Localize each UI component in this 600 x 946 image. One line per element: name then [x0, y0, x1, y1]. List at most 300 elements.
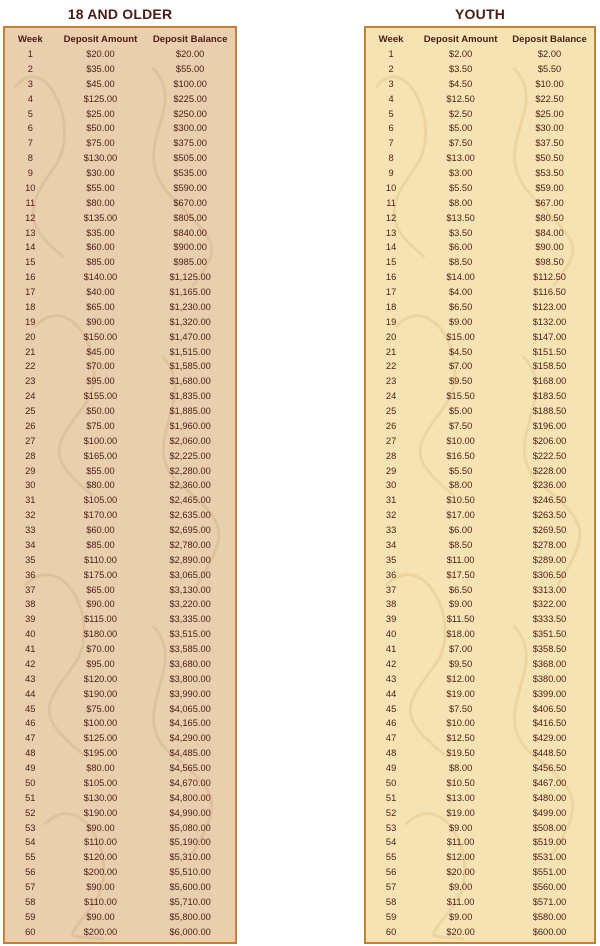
table-row [366, 464, 594, 479]
column-header-deposit-balance: Deposit Balance [512, 34, 587, 45]
table-row [5, 315, 235, 330]
table-row [366, 359, 594, 374]
cell-deposit-amount: $70.00 [86, 644, 115, 654]
cell-deposit-balance: $900.00 [173, 242, 207, 253]
cell-deposit-balance: $1,585.00 [169, 361, 211, 372]
cell-deposit-balance: $59.00 [535, 182, 564, 193]
cell-deposit-balance: $351.50 [532, 629, 567, 640]
table-row [5, 925, 235, 940]
table-row [366, 404, 594, 419]
table-row [366, 776, 594, 791]
cell-deposit-balance: $399.00 [532, 688, 567, 699]
cell-deposit-amount: $19.00 [446, 688, 475, 699]
cell-deposit-balance: $322.00 [532, 599, 567, 610]
table-row [5, 300, 235, 315]
table-row [366, 315, 594, 330]
table-row [366, 121, 594, 136]
cell-deposit-balance: $100.00 [173, 78, 207, 89]
table-row [5, 880, 235, 895]
table-row [366, 716, 594, 731]
cell-week: 52 [25, 807, 36, 818]
cell-week: 56 [385, 867, 397, 878]
cell-deposit-balance: $670.00 [173, 197, 207, 208]
cell-deposit-balance: $805.00 [173, 212, 207, 223]
cell-week: 42 [25, 658, 36, 669]
table-row [366, 657, 594, 672]
cell-week: 38 [25, 599, 36, 610]
cell-deposit-balance: $1,885.00 [169, 406, 211, 416]
cell-deposit-balance: $90.00 [535, 242, 564, 253]
cell-deposit-amount: $65.00 [86, 584, 115, 595]
cell-deposit-amount: $120.00 [83, 673, 118, 684]
cell-week: 59 [385, 911, 397, 922]
table-row [366, 835, 594, 850]
table-row [5, 761, 235, 776]
cell-deposit-balance: $4,990.00 [169, 807, 211, 818]
adult-table-body [5, 47, 235, 940]
cell-deposit-amount: $3.00 [448, 168, 473, 178]
cell-deposit-balance: $3,065.00 [169, 569, 211, 580]
table-row [5, 211, 235, 226]
cell-deposit-amount: $75.00 [86, 138, 115, 149]
cell-week: 25 [385, 406, 397, 416]
cell-deposit-balance: $2,635.00 [169, 510, 211, 521]
cell-deposit-balance: $480.00 [532, 792, 567, 803]
cell-deposit-balance: $2,890.00 [169, 554, 211, 565]
table-row [5, 345, 235, 360]
cell-deposit-amount: $9.00 [448, 911, 473, 922]
table-row [5, 493, 235, 508]
cell-week: 4 [388, 93, 394, 104]
cell-deposit-amount: $130.00 [83, 153, 118, 164]
cell-deposit-amount: $125.00 [83, 733, 118, 744]
table-row [5, 791, 235, 806]
table-row [5, 404, 235, 419]
cell-deposit-amount: $12.00 [446, 852, 475, 863]
table-row [366, 910, 594, 925]
cell-deposit-amount: $80.00 [86, 197, 115, 208]
cell-week: 11 [386, 197, 396, 208]
table-row [366, 597, 594, 612]
cell-deposit-balance: $183.50 [532, 391, 567, 402]
cell-deposit-amount: $12.00 [446, 673, 475, 684]
table-row [5, 583, 235, 598]
cell-deposit-balance: $236.00 [532, 480, 567, 491]
cell-week: 25 [25, 406, 36, 416]
cell-deposit-balance: $1,470.00 [169, 331, 211, 342]
cell-week: 44 [25, 688, 36, 699]
cell-deposit-balance: $188.50 [532, 406, 567, 416]
cell-week: 19 [25, 316, 36, 327]
table-row [366, 300, 594, 315]
cell-week: 36 [25, 569, 36, 580]
cell-deposit-balance: $600.00 [532, 926, 567, 937]
cell-deposit-balance: $2,225.00 [169, 450, 211, 461]
cell-deposit-amount: $90.00 [86, 316, 115, 327]
cell-deposit-amount: $15.50 [446, 391, 475, 402]
table-row [5, 121, 235, 136]
cell-deposit-balance: $1,125.00 [169, 272, 211, 283]
table-row [366, 47, 594, 62]
cell-deposit-amount: $10.50 [446, 777, 475, 788]
cell-week: 40 [385, 629, 397, 640]
cell-deposit-amount: $85.00 [86, 257, 115, 268]
cell-deposit-balance: $571.00 [532, 896, 567, 907]
cell-deposit-amount: $45.00 [86, 346, 115, 357]
cell-deposit-amount: $100.00 [83, 718, 118, 729]
cell-deposit-amount: $8.50 [448, 257, 473, 268]
cell-deposit-balance: $5,800.00 [169, 911, 211, 922]
cell-week: 17 [385, 287, 397, 297]
table-row [366, 508, 594, 523]
table-row [5, 776, 235, 791]
cell-week: 51 [25, 792, 36, 803]
cell-deposit-amount: $195.00 [83, 748, 118, 759]
table-row [366, 642, 594, 657]
cell-deposit-balance: $98.50 [535, 257, 564, 268]
cell-deposit-amount: $5.50 [448, 182, 473, 193]
cell-deposit-amount: $125.00 [83, 93, 118, 104]
cell-week: 29 [385, 465, 397, 476]
cell-week: 2 [388, 63, 394, 74]
cell-deposit-balance: $53.50 [535, 168, 564, 178]
cell-deposit-amount: $120.00 [83, 852, 118, 863]
cell-deposit-balance: $80.50 [535, 212, 564, 223]
table-row [366, 107, 594, 122]
cell-deposit-amount: $25.00 [86, 108, 115, 119]
cell-deposit-balance: $30.00 [535, 123, 564, 134]
table-row [366, 791, 594, 806]
cell-deposit-balance: $3,515.00 [169, 629, 211, 640]
cell-deposit-balance: $278.00 [532, 539, 567, 550]
column-header-week: Week [17, 34, 43, 45]
cell-deposit-balance: $158.50 [532, 361, 567, 372]
cell-deposit-amount: $8.00 [448, 480, 473, 491]
table-row [366, 806, 594, 821]
table-header-row [366, 33, 594, 47]
cell-deposit-amount: $90.00 [86, 911, 115, 922]
cell-week: 40 [25, 629, 36, 640]
table-row [5, 731, 235, 746]
cell-deposit-amount: $115.00 [83, 614, 117, 625]
adult-deposit-table [5, 33, 235, 940]
table-row [5, 196, 235, 211]
youth-table-body [366, 47, 594, 940]
cell-deposit-balance: $1,165.00 [169, 287, 211, 297]
cell-deposit-amount: $12.50 [446, 733, 475, 744]
table-row [5, 47, 235, 62]
cell-week: 3 [388, 78, 394, 89]
table-row [366, 925, 594, 940]
cell-deposit-balance: $4,800.00 [169, 792, 211, 803]
table-row [5, 270, 235, 285]
cell-deposit-amount: $75.00 [86, 420, 115, 431]
table-row [366, 181, 594, 196]
cell-deposit-amount: $10.00 [446, 435, 475, 446]
cell-deposit-amount: $80.00 [86, 763, 115, 773]
cell-deposit-amount: $9.00 [448, 882, 473, 892]
cell-deposit-amount: $6.50 [448, 584, 473, 595]
cell-week: 31 [25, 495, 36, 506]
cell-deposit-amount: $10.00 [446, 718, 475, 729]
cell-deposit-balance: $289.00 [532, 554, 567, 565]
table-row [366, 419, 594, 434]
cell-deposit-balance: $2,280.00 [169, 465, 211, 476]
cell-deposit-amount: $155.00 [83, 391, 118, 402]
cell-week: 7 [27, 138, 33, 149]
cell-deposit-amount: $4.50 [448, 346, 473, 357]
cell-deposit-balance: $4,165.00 [169, 718, 211, 729]
cell-deposit-amount: $60.00 [86, 525, 115, 535]
cell-deposit-balance: $1,230.00 [169, 301, 211, 312]
cell-deposit-amount: $4.00 [448, 287, 473, 297]
cell-week: 46 [25, 718, 36, 729]
column-header-deposit-balance: Deposit Balance [152, 34, 228, 45]
cell-week: 41 [385, 644, 397, 654]
cell-deposit-balance: $2,360.00 [169, 480, 211, 491]
table-row [366, 731, 594, 746]
cell-deposit-amount: $75.00 [86, 703, 115, 714]
table-row [5, 806, 235, 821]
table-row [366, 211, 594, 226]
cell-deposit-balance: $375.00 [173, 138, 207, 149]
cell-deposit-balance: $263.50 [532, 510, 567, 521]
cell-week: 9 [27, 168, 33, 178]
cell-deposit-amount: $40.00 [86, 287, 115, 297]
table-row [5, 687, 235, 702]
cell-week: 2 [27, 63, 33, 74]
cell-deposit-balance: $313.00 [532, 584, 567, 595]
table-row [366, 523, 594, 538]
table-row [366, 270, 594, 285]
cell-deposit-balance: $590.00 [173, 182, 207, 193]
cell-deposit-balance: $20.00 [175, 49, 205, 59]
table-row [366, 493, 594, 508]
cell-deposit-balance: $2.00 [537, 49, 562, 59]
cell-deposit-amount: $55.00 [86, 182, 115, 193]
table-row [5, 627, 235, 642]
cell-deposit-balance: $4,670.00 [169, 777, 211, 788]
cell-week: 7 [388, 138, 394, 149]
cell-week: 19 [385, 316, 397, 327]
cell-week: 42 [385, 658, 397, 669]
table-row [5, 835, 235, 850]
table-row [366, 880, 594, 895]
table-row [5, 136, 235, 151]
cell-deposit-balance: $22.50 [535, 93, 564, 104]
cell-deposit-amount: $17.00 [446, 510, 475, 521]
cell-deposit-balance: $306.50 [532, 569, 567, 580]
youth-table-panel [364, 26, 596, 944]
table-row [5, 240, 235, 255]
cell-deposit-amount: $4.50 [448, 78, 473, 89]
cell-deposit-amount: $16.50 [446, 450, 475, 461]
cell-deposit-balance: $116.50 [533, 287, 566, 297]
cell-week: 5 [27, 108, 33, 119]
cell-deposit-amount: $85.00 [86, 539, 115, 550]
cell-deposit-balance: $50.50 [535, 153, 564, 164]
table-row [5, 702, 235, 717]
cell-deposit-balance: $67.00 [535, 197, 564, 208]
cell-deposit-amount: $8.00 [448, 197, 473, 208]
cell-week: 48 [385, 748, 397, 759]
table-row [366, 568, 594, 583]
cell-deposit-amount: $190.00 [83, 688, 118, 699]
table-row [5, 672, 235, 687]
cell-deposit-amount: $7.50 [448, 420, 473, 431]
table-row [5, 865, 235, 880]
cell-deposit-amount: $2.00 [448, 49, 473, 59]
table-row [366, 92, 594, 107]
cell-deposit-amount: $13.00 [446, 792, 475, 803]
cell-week: 56 [25, 867, 36, 878]
table-row [366, 687, 594, 702]
cell-deposit-balance: $84.00 [535, 227, 564, 238]
cell-week: 27 [385, 435, 397, 446]
cell-week: 14 [385, 242, 397, 253]
table-row [366, 612, 594, 627]
cell-deposit-amount: $110.00 [83, 554, 117, 565]
cell-week: 37 [25, 584, 36, 595]
cell-deposit-amount: $11.00 [446, 554, 475, 565]
table-row [5, 478, 235, 493]
cell-deposit-amount: $20.00 [86, 49, 115, 59]
cell-deposit-balance: $3,990.00 [169, 688, 211, 699]
table-row [5, 464, 235, 479]
cell-week: 28 [385, 450, 397, 461]
cell-deposit-balance: $147.00 [532, 331, 567, 342]
cell-deposit-balance: $5.50 [537, 63, 562, 74]
cell-week: 32 [25, 510, 36, 521]
cell-week: 30 [385, 480, 397, 491]
adult-table-panel [3, 26, 237, 944]
cell-week: 6 [27, 123, 33, 134]
cell-week: 27 [25, 435, 36, 446]
cell-week: 15 [385, 257, 397, 268]
cell-deposit-balance: $37.50 [535, 138, 564, 149]
cell-deposit-amount: $19.50 [446, 748, 475, 759]
cell-deposit-balance: $429.00 [532, 733, 567, 744]
cell-deposit-amount: $55.00 [86, 465, 115, 476]
cell-deposit-balance: $206.00 [532, 435, 567, 446]
cell-deposit-balance: $3,800.00 [169, 673, 211, 684]
table-row [5, 374, 235, 389]
cell-deposit-balance: $560.00 [532, 882, 567, 892]
cell-week: 33 [385, 525, 397, 535]
table-row [366, 136, 594, 151]
cell-deposit-balance: $416.50 [532, 718, 567, 729]
cell-deposit-balance: $55.00 [175, 63, 205, 74]
table-row [5, 821, 235, 836]
cell-week: 38 [385, 599, 397, 610]
cell-deposit-amount: $135.00 [83, 212, 118, 223]
cell-deposit-amount: $100.00 [83, 435, 118, 446]
cell-deposit-amount: $7.50 [448, 138, 473, 149]
cell-week: 18 [25, 301, 36, 312]
cell-deposit-amount: $110.00 [83, 896, 117, 907]
cell-week: 54 [25, 837, 36, 848]
cell-week: 30 [25, 480, 36, 491]
cell-week: 34 [385, 539, 397, 550]
cell-deposit-balance: $25.00 [535, 108, 564, 119]
cell-week: 46 [385, 718, 397, 729]
cell-deposit-balance: $5,080.00 [169, 822, 211, 833]
cell-deposit-balance: $531.00 [532, 852, 567, 863]
cell-week: 49 [25, 763, 36, 773]
cell-deposit-amount: $7.50 [448, 703, 473, 714]
cell-deposit-balance: $2,695.00 [169, 525, 211, 535]
cell-deposit-balance: $1,680.00 [169, 376, 211, 387]
cell-deposit-amount: $50.00 [86, 406, 115, 416]
cell-deposit-amount: $70.00 [86, 361, 115, 372]
cell-deposit-balance: $246.50 [532, 495, 567, 506]
cell-week: 12 [25, 212, 36, 223]
table-row [5, 330, 235, 345]
cell-deposit-amount: $9.00 [448, 822, 473, 833]
cell-deposit-amount: $6.00 [448, 525, 473, 535]
cell-week: 23 [25, 376, 36, 387]
cell-deposit-balance: $358.50 [532, 644, 567, 654]
cell-week: 28 [25, 450, 36, 461]
cell-deposit-amount: $200.00 [83, 867, 118, 878]
cell-week: 36 [385, 569, 397, 580]
cell-week: 51 [385, 792, 397, 803]
cell-week: 49 [385, 763, 397, 773]
table-row [366, 702, 594, 717]
cell-deposit-balance: $123.00 [532, 301, 567, 312]
cell-week: 12 [385, 212, 397, 223]
cell-deposit-balance: $2,060.00 [169, 435, 211, 446]
cell-deposit-amount: $95.00 [86, 658, 115, 669]
table-row [366, 196, 594, 211]
cell-deposit-amount: $60.00 [86, 242, 115, 253]
cell-deposit-balance: $1,960.00 [169, 420, 211, 431]
table-row [5, 716, 235, 731]
cell-week: 5 [388, 108, 394, 119]
cell-deposit-balance: $6,000.00 [169, 926, 211, 937]
cell-deposit-amount: $95.00 [86, 376, 115, 387]
table-row [366, 583, 594, 598]
cell-deposit-amount: $14.00 [446, 272, 475, 283]
cell-week: 45 [385, 703, 397, 714]
table-row [366, 285, 594, 300]
cell-deposit-balance: $112.50 [533, 272, 566, 283]
table-row [5, 746, 235, 761]
table-row [5, 910, 235, 925]
cell-week: 58 [25, 896, 36, 907]
table-row [366, 151, 594, 166]
cell-week: 6 [388, 123, 394, 134]
cell-deposit-amount: $11.00 [446, 837, 475, 848]
cell-deposit-balance: $535.00 [173, 168, 207, 178]
cell-week: 10 [25, 182, 36, 193]
table-row [366, 895, 594, 910]
cell-week: 18 [385, 301, 397, 312]
table-row [5, 62, 235, 77]
table-row [366, 865, 594, 880]
cell-deposit-balance: $1,320.00 [169, 316, 211, 327]
cell-deposit-balance: $222.50 [532, 450, 567, 461]
cell-week: 44 [385, 688, 397, 699]
cell-deposit-amount: $65.00 [86, 301, 115, 312]
table-row [5, 107, 235, 122]
cell-week: 52 [385, 807, 397, 818]
cell-deposit-amount: $11.00 [446, 896, 475, 907]
cell-deposit-amount: $35.00 [86, 63, 115, 74]
column-header-deposit-amount: Deposit Amount [63, 34, 138, 45]
cell-deposit-balance: $4,565.00 [169, 763, 211, 773]
cell-deposit-amount: $15.00 [446, 331, 475, 342]
